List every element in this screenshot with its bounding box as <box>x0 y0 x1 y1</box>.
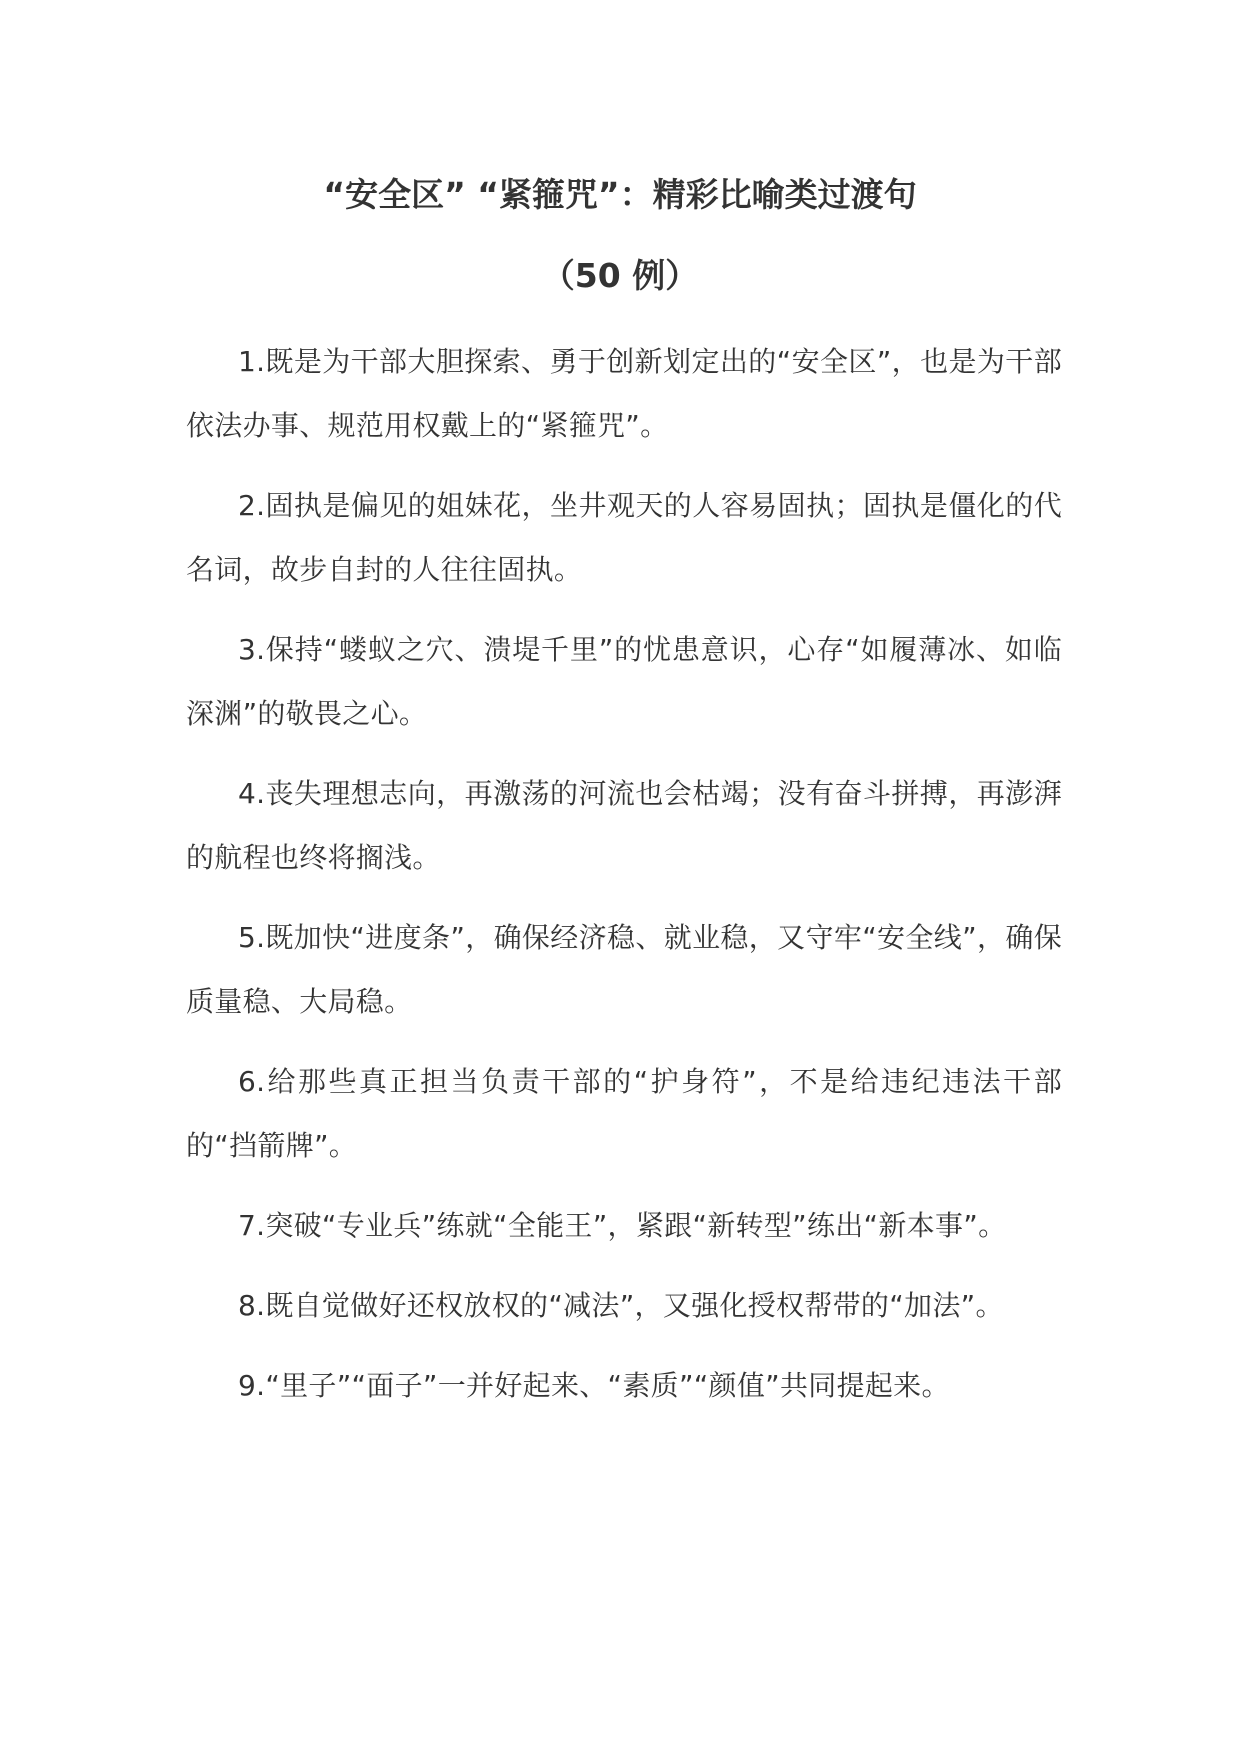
paragraph-7: 7.突破“专业兵”练就“全能王”，紧跟“新转型”练出“新本事”。 <box>238 1209 1007 1242</box>
paragraph-8: 8.既自觉做好还权放权的“减法”，又强化授权帮带的“加法”。 <box>238 1289 1004 1322</box>
paragraph-6: 6.给那些真正担当负责干部的“护身符”，不是给违纪违法干部的“挡箭牌”。 <box>186 1065 1062 1162</box>
paragraph-5: 5.既加快“进度条”，确保经济稳、就业稳，又守牢“安全线”，确保质量稳、大局稳。 <box>186 921 1062 1018</box>
paragraph-9: 9.“里子”“面子”一并好起来、“素质”“颜值”共同提起来。 <box>238 1369 950 1402</box>
paragraph-4: 4.丧失理想志向，再激荡的河流也会枯竭；没有奋斗拼搏，再澎湃的航程也终将搁浅。 <box>186 777 1062 874</box>
document-subtitle: （50 例） <box>541 256 699 295</box>
paragraph-1: 1.既是为干部大胆探索、勇于创新划定出的“安全区”，也是为干部依法办事、规范用权戴上的“紧箍咒”。 <box>186 345 1062 442</box>
paragraph-2: 2.固执是偏见的姐妹花，坐井观天的人容易固执；固执是僵化的代名词，故步自封的人往往固执。 <box>186 489 1062 586</box>
paragraph-3: 3.保持“蝼蚁之穴、溃堤千里”的忧患意识，心存“如履薄冰、如临深渊”的敬畏之心。 <box>186 633 1062 730</box>
document-body <box>186 330 1062 1434</box>
document-title: “安全区” “紧箍咒”：精彩比喻类过渡句 <box>323 175 917 214</box>
